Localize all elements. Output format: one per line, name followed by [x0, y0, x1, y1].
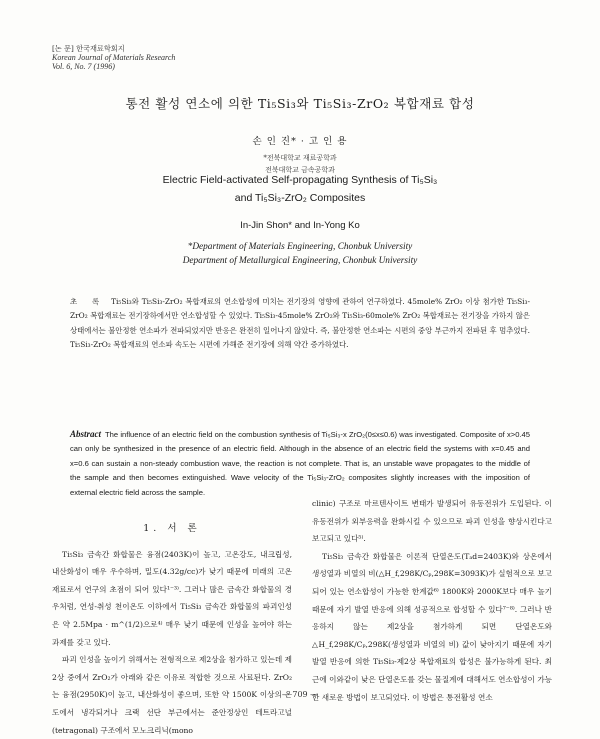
- paper-title-en-line2: and Ti₅Si₃-ZrO₂ Composites: [234, 192, 366, 204]
- section-heading: 1. 서 론: [143, 523, 201, 534]
- abstract-en-text: The influence of an electric field on the combustion synthesis of Ti₅Si₃-x ZrO₂(0≤x≤0.6) was investigated. Composite of x>0.45 can only be synthesized in the presence of an electric field. Although in the absence of an electric field the systems with x=0.45 and x=0.6 can sustain a non-steady combustion wave, the reaction is not complete. That is, an unstable wave propagates to the middle of the sample and then becomes extinguished. Wave velocity of the Ti₅Si₃-ZrO₂ composites slightly increases with the imposition of external electric field across the sample.: [70, 430, 530, 497]
- affiliation-en-2: Department of Metallurgical Engineering, Chonbuk University: [182, 256, 418, 266]
- authors-ko: 손 인 진* · 고 인 용: [252, 136, 348, 147]
- body-column-left: [52, 520, 292, 739]
- journal-name-en: Korean Journal of Materials Research: [52, 53, 176, 62]
- abstract-ko-text: Ti₅Si₃와 Ti₅Si₃-ZrO₂ 복합재료의 연소합성에 미치는 전기장의 영향에 관하여 연구하였다. 45mole% ZrO₂ 이상 첨가한 Ti₅Si₃-ZrO₂ 복합재료는 전기장하에서만 연소합성할 수 있었다. Ti₅Si₃-45mole% ZrO₂와 Ti₅Si₃-60mole% ZrO₂ 복합재료는 전기장을 가하지 않은 상태에서는 불안정한 연소파가 전파되었지만 반응은 완전히 일어나지 않았다. 즉, 불안정한 연소파는 시편의 중앙 부근까지 전파된 후 멈추었다. Ti₅Si₃-ZrO₂ 복합재료의 연소파 속도는 시편에 가해준 전기장에 의해 약간 증가하였다.: [70, 297, 530, 350]
- journal-volume: Vol. 6, No. 7 (1996): [52, 62, 115, 71]
- affiliation-en-1: *Department of Materials Engineering, Chonbuk University: [187, 242, 413, 252]
- affiliations-en: [0, 240, 600, 268]
- paragraph: Ti₅Si₃ 금속간 화합물은 이론적 단열온도(Tₐd=2403K)와 상온에서 생성열과 비열의 비(△H_f,298K/Cₚ,298K=3093K)가 실험적으로 보고되어 있는 연소합성이 가능한 한계값⁶⁾ 1800K와 2000K보다 매우 높기 때문에 자기 발열 반응에 의해 성공적으로 합성할 수 있다⁷⁻⁸⁾. 그러나 반응하지 않는 제2상을 첨가하게 되면 단열온도와 △H_f,298K/Cₚ,298K(생성열과 비열의 비) 값이 낮아지기 때문에 자기발열 반응에 의한 Ti₅Si₃-제2상 복합재료의 합성은 불가능하게 된다. 최근에 이와같이 낮은 단열온도를 갖는 물질계에 대해서도 연소합성이 가능한 새로운 방법이 보고되었다. 이 방법은 통전활성 연소: [312, 551, 552, 702]
- affiliation-ko-1: *전북대학교 재료공학과: [263, 154, 337, 162]
- abstract-en: [70, 427, 530, 500]
- page-number: — 709 —: [281, 690, 319, 699]
- paper-title-ko: 통전 활성 연소에 의한 Ti₅Si₃와 Ti₅Si₃-ZrO₂ 복합재료 합성: [125, 96, 475, 111]
- paper-title-en: [0, 171, 600, 207]
- journal-name-ko: [논 문] 한국재료학회지: [52, 44, 125, 53]
- authors-en: In-Jin Shon* and In-Yong Ko: [240, 220, 360, 231]
- affiliation-ko-2: 전북대학교 금속공학과: [265, 166, 335, 174]
- paragraph: 파괴 인성을 높이기 위해서는 전형적으로 제2상을 첨가하고 있는데 제2상 중에서 ZrO₂가 아래와 같은 이유로 적합한 것으로 사료된다. ZrO₂는 융점(2950K)이 높고, 내산화성이 좋으며, 또한 약 1500K 이상의 온도에서 냉각되거나 크랙 선단 부근에서는 준안정상인 테트라고널(tetragonal) 구조에서 모노크리닉(mono: [52, 655, 292, 735]
- abstract-ko: [70, 295, 530, 353]
- body-column-right: [312, 495, 552, 706]
- paper-title-en-line1: Electric Field-activated Self-propagating Synthesis of Ti₅Si₃: [162, 174, 438, 186]
- abstract-ko-label: 초 록: [70, 297, 106, 306]
- paragraph: Ti₅Si₃ 금속간 화합물은 융점(2403K)이 높고, 고온강도, 내크립성, 내산화성이 매우 우수하며, 밀도(4.32g/cc)가 낮기 때문에 미래의 고온재료로서 연구의 초점이 되어 있다¹⁻³⁾. 그러나 많은 금속간 화합물의 경우처럼, 연성-취성 천이온도 이하에서 Ti₅Si₃ 금속간 화합물의 파괴인성은 약 2.5Mpa · m^(1/2)으로⁴⁾ 매우 낮기 때문에 인성을 높여야 하는 과제를 갖고 있다.: [52, 549, 292, 647]
- abstract-en-label: Abstract: [70, 429, 102, 439]
- paragraph: clinic) 구조로 마르텐사이트 변태가 발생되어 유동전위가 도입된다. 이 유동전위가 외부응력을 완화시킬 수 있으므로 파괴 인성을 향상시킨다고 보고되고 있다⁵⁾.: [312, 499, 552, 544]
- journal-header: [52, 44, 175, 71]
